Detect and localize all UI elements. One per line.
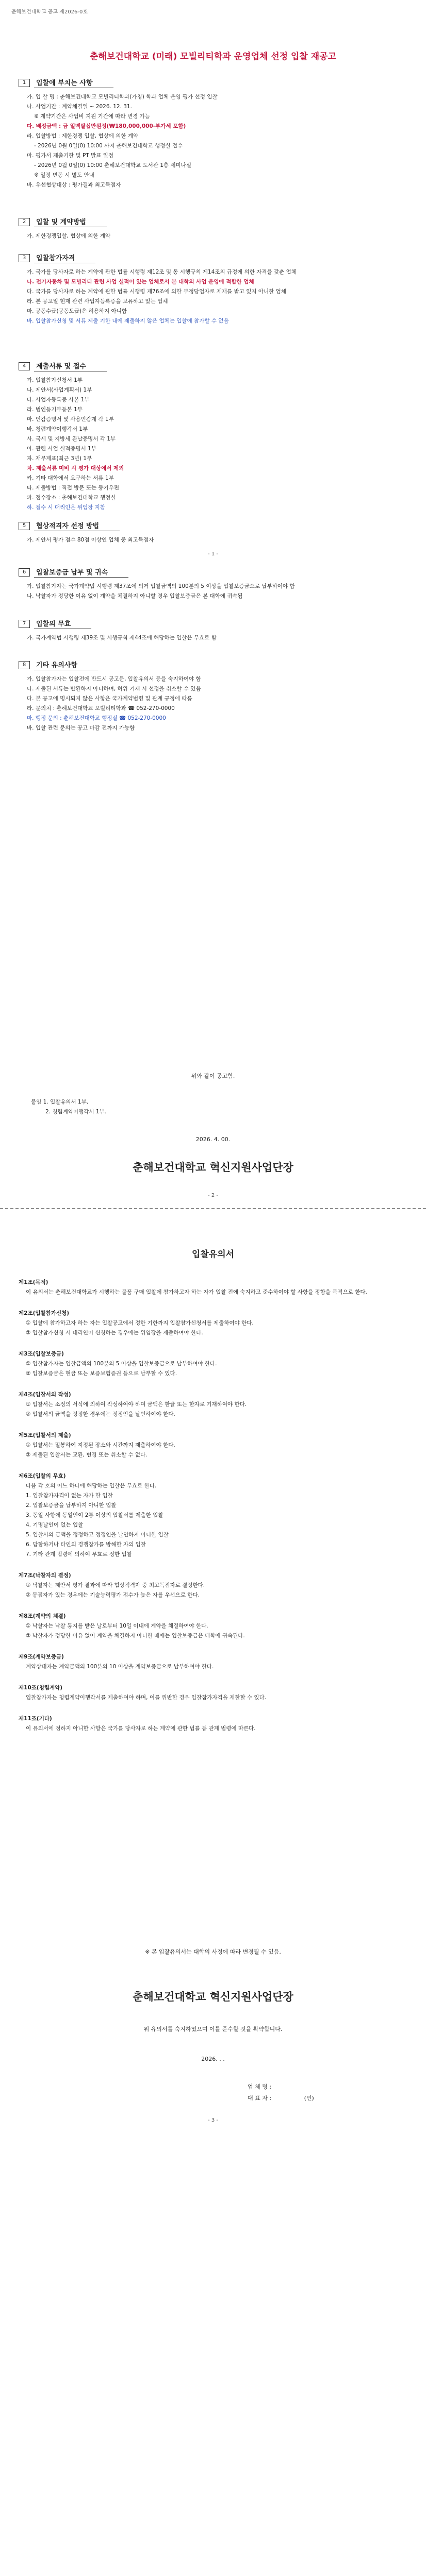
section-title: 입찰에 부치는 사항 <box>34 77 113 88</box>
article-heading: 제4조(입찰서의 작성) <box>19 1392 71 1398</box>
section-line: 나. 사업기간 : 계약체결일 ~ 2026. 12. 31. <box>27 104 132 110</box>
section-2 <box>19 216 411 241</box>
pledge-title: 입찰유의서 <box>191 1249 235 1260</box>
section-line: 나. 제안서(사업계획서) 1부 <box>27 387 92 393</box>
document-reference: 춘해보건대학교 공고 제2026-0호 <box>11 9 88 15</box>
section-line: ※ 일정 변동 시 별도 안내 <box>34 172 94 178</box>
section-7 <box>19 618 411 643</box>
page-divider <box>0 1208 426 1209</box>
section-line: 가. 제안서 평가 점수 80점 이상인 업체 중 최고득점자 <box>27 537 154 543</box>
article-heading: 제2조(입찰참가신청) <box>19 1310 70 1316</box>
section-line: 다. 본 공고에 명시되지 않은 사항은 국가계약법령 및 관계 규정에 따름 <box>27 696 192 702</box>
article-heading: 제11조(기타) <box>19 1716 52 1722</box>
section-line: 차. 제출서류 미비 시 평가 대상에서 제외 <box>27 465 124 471</box>
article <box>19 1571 411 1600</box>
attachment-item: 붙임 1. 입찰유의서 1부. <box>31 1099 89 1105</box>
article-heading: 제10조(청렴계약) <box>19 1685 63 1691</box>
section-4 <box>19 361 411 513</box>
article-heading: 제6조(입찰의 무효) <box>19 1473 66 1479</box>
section-heading <box>19 659 411 670</box>
article-line: 7. 기타 관계 법령에 의하여 무효로 정한 입찰 <box>26 1551 132 1557</box>
article <box>19 1309 411 1338</box>
section-line: 다. 배정금액 : 금 일백팔십만원정(₩180,000,000-부가세 포함) <box>27 123 186 129</box>
section-1 <box>19 77 411 190</box>
article-line: 3. 동일 사항에 동일인이 2통 이상의 입찰서를 제출한 입찰 <box>26 1512 163 1518</box>
section-number: 3 <box>19 254 30 262</box>
section-line: 자. 재무제표(최근 3년) 1부 <box>27 455 92 462</box>
page-number: - 3 - <box>208 2117 218 2123</box>
organization-name: 춘해보건대학교 혁신지원사업단장 <box>133 1161 293 1174</box>
section-line: 바. 청렴계약이행각서 1부 <box>27 426 88 432</box>
section-line: 라. 법인등기부등본 1부 <box>27 406 83 413</box>
section-line: 가. 입찰참가자는 국가계약법 시행령 제37조에 의거 입찰금액의 100분의 5 이상을 입찰보증금으로 납부하여야 함 <box>27 583 295 589</box>
article-line: ② 입찰참가신청 시 대리인이 신청하는 경우에는 위임장을 제출하여야 한다. <box>26 1330 203 1336</box>
section-line: 나. 제출된 서류는 반환하지 아니하며, 허위 기재 시 선정을 취소할 수 있음 <box>27 686 201 692</box>
page-number: - 1 - <box>208 551 218 557</box>
article <box>19 1471 411 1560</box>
pledge-articles <box>19 1278 411 1745</box>
section-line: 카. 기타 대학에서 요구하는 서류 1부 <box>27 475 114 481</box>
section-line: 나. 전기자동차 및 모빌리티 관련 사업 실적이 있는 업체로서 본 대학의 사업 운영에 적합한 업체 <box>27 279 254 285</box>
section-line: 라. 문의처 : 춘해보건대학교 모빌리티학과 ☎ 052-270-0000 <box>27 705 175 711</box>
section-heading <box>19 77 411 88</box>
article-line: ① 입찰서는 소정의 서식에 의하여 작성하여야 하며 금액은 한글 또는 한자로 기재하여야 한다. <box>26 1401 247 1408</box>
article <box>19 1683 411 1703</box>
section-line: 바. 우선협상대상 : 평가결과 최고득점자 <box>27 182 121 188</box>
article-line: ② 동점자가 있는 경우에는 기술능력평가 점수가 높은 자를 우선으로 한다. <box>26 1592 200 1598</box>
section-line: 하. 접수 시 대리인은 위임장 지참 <box>27 504 105 511</box>
section-5 <box>19 520 411 545</box>
article-line: 1. 입찰참가자격이 없는 자가 한 입찰 <box>26 1493 113 1499</box>
article-line: 이 유의서는 춘해보건대학교가 시행하는 물품 구매 입찰에 참가하고자 하는 자가 입찰 전에 숙지하고 준수하여야 할 사항을 정함을 목적으로 한다. <box>26 1289 367 1295</box>
article-heading: 제9조(계약보증금) <box>19 1654 64 1660</box>
article-line: 4. 기명날인이 없는 입찰 <box>26 1522 84 1528</box>
section-line: 가. 입찰참가자는 입찰전에 반드시 공고문, 입찰유의서 등을 숙지하여야 함 <box>27 676 201 682</box>
article-line: 계약상대자는 계약금액의 100분의 10 이상을 계약보증금으로 납부하여야 한다. <box>26 1664 214 1670</box>
article-line: ② 입찰서의 금액을 정정한 경우에는 정정인을 날인하여야 한다. <box>26 1411 175 1417</box>
pledge-statement: 위 유의서를 숙지하였으며 이를 준수할 것을 확약합니다. <box>143 2026 283 2032</box>
section-line: 바. 입찰참가신청 및 서류 제출 기한 내에 제출하지 않은 업체는 입찰에 참가할 수 없음 <box>27 318 229 324</box>
article-line: ① 낙찰자는 낙찰 통지를 받은 날로부터 10일 이내에 계약을 체결하여야 한다. <box>26 1623 208 1629</box>
section-line: 다. 사업자등록증 사본 1부 <box>27 397 90 403</box>
section-line: 마. 인감증명서 및 사용인감계 각 1부 <box>27 416 114 422</box>
article-line: ① 입찰에 참가하고자 하는 자는 입찰공고에서 정한 기한까지 입찰참가신청서를 제출하여야 한다. <box>26 1320 254 1326</box>
section-title: 제출서류 및 접수 <box>34 361 107 371</box>
article-line: ② 낙찰자가 정당한 이유 없이 계약을 체결하지 아니한 때에는 입찰보증금은 대학에 귀속된다. <box>26 1633 245 1639</box>
section-line: 타. 제출방법 : 직접 방문 또는 등기우편 <box>27 485 120 491</box>
section-line: 마. 평가서 제출기한 및 PT 발표 일정 <box>27 152 113 159</box>
section-title: 협상적격자 선정 방법 <box>34 520 120 531</box>
section-number: 2 <box>19 218 30 226</box>
section-number: 6 <box>19 568 30 577</box>
section-title: 입찰 및 계약방법 <box>34 216 107 227</box>
section-line: 나. 낙찰자가 정당한 이유 없이 계약을 체결하지 아니할 경우 입찰보증금은 본 대학에 귀속됨 <box>27 593 243 599</box>
section-title: 입찰의 무효 <box>34 618 91 629</box>
section-line: - 2026년 0월 0일(0) 10:00 춘해보건대학교 도서관 1층 세미나실 <box>34 162 191 168</box>
article <box>19 1349 411 1379</box>
article-line: ① 낙찰자는 제안서 평가 결과에 따라 협상적격자 중 최고득점자로 결정한다. <box>26 1582 205 1588</box>
section-title: 기타 유의사항 <box>34 659 98 670</box>
seal-mark: (인) <box>304 2095 314 2102</box>
section-title: 입찰보증금 납부 및 귀속 <box>34 567 128 578</box>
article <box>19 1278 411 1297</box>
section-line: 파. 접수장소 : 춘해보건대학교 행정실 <box>27 495 116 501</box>
article-line: ② 입찰보증금은 현금 또는 보증보험증권 등으로 납부할 수 있다. <box>26 1370 177 1377</box>
article-heading: 제8조(계약의 체결) <box>19 1613 66 1619</box>
announcement-closing: 위와 같이 공고함. <box>191 1073 235 1079</box>
company-name-field: 업 체 명 : <box>248 2083 272 2090</box>
article-line: 이 유의서에 정하지 아니한 사항은 국가를 당사자로 하는 계약에 관한 법률 등 관계 법령에 따른다. <box>26 1725 256 1732</box>
section-line: 라. 본 공고일 현재 관련 사업자등록증을 보유하고 있는 업체 <box>27 298 168 304</box>
section-title: 입찰참가자격 <box>34 252 95 263</box>
article <box>19 1612 411 1641</box>
article-line: 6. 담합하거나 타인의 경쟁참가를 방해한 자의 입찰 <box>26 1541 146 1548</box>
section-heading <box>19 520 411 531</box>
article <box>19 1390 411 1419</box>
attachment-item: 2. 청렴계약이행각서 1부. <box>45 1109 106 1115</box>
section-6 <box>19 567 411 601</box>
section-line: 마. 공동수급(공동도급)은 허용하지 아니함 <box>27 308 127 314</box>
attachments-list <box>31 1097 106 1117</box>
section-line: - 2026년 0월 0일(0) 10:00 까지 춘해보건대학교 행정실 접수 <box>34 143 183 149</box>
section-line: 사. 국세 및 지방세 완납증명서 각 1부 <box>27 436 116 442</box>
article <box>19 1714 411 1734</box>
page-number: - 2 - <box>208 1193 218 1198</box>
section-line: 다. 국가를 당사자로 하는 계약에 관한 법률 시행령 제76조에 의한 부정당업자로 제재를 받고 있지 아니한 업체 <box>27 289 286 295</box>
section-line: 가. 입찰참가신청서 1부 <box>27 377 83 383</box>
section-heading <box>19 361 411 371</box>
article-heading: 제5조(입찰서의 제출) <box>19 1432 71 1438</box>
article-heading: 제1조(목적) <box>19 1279 48 1285</box>
organization-name-2: 춘해보건대학교 혁신지원사업단장 <box>133 1991 293 2003</box>
section-line: ※ 계약기간은 사업비 지원 기간에 따라 변경 가능 <box>34 113 150 120</box>
article <box>19 1431 411 1460</box>
section-number: 5 <box>19 522 30 530</box>
section-heading <box>19 618 411 629</box>
section-number: 8 <box>19 661 30 669</box>
representative-field: 대 표 자 : (인) <box>248 2095 314 2102</box>
section-line: 가. 입 찰 명 : 춘해보건대학교 모빌리티학과(가칭) 학과 업체 운영 평가 선정 입찰 <box>27 94 218 100</box>
page-title: 춘해보건대학교 (미래) 모빌리티학과 운영업체 선정 입찰 재공고 <box>89 52 337 62</box>
article <box>19 1652 411 1672</box>
section-line: 가. 국가를 당사자로 하는 계약에 관한 법률 시행령 제12조 및 동 시행규칙 제14조의 규정에 의한 자격을 갖춘 업체 <box>27 269 297 275</box>
article-line: 2. 입찰보증금을 납부하지 아니한 입찰 <box>26 1502 117 1509</box>
section-8 <box>19 659 411 733</box>
pledge-note: ※ 본 입찰유의서는 대학의 사정에 따라 변경될 수 있음. <box>145 1948 281 1955</box>
section-number: 4 <box>19 362 30 370</box>
article-line: ② 제출된 입찰서는 교환, 변경 또는 취소할 수 없다. <box>26 1452 148 1458</box>
section-line: 마. 행정 문의 : 춘해보건대학교 행정실 ☎ 052-270-0000 <box>27 715 166 721</box>
section-heading <box>19 567 411 578</box>
section-line: 아. 관련 사업 실적증명서 1부 <box>27 446 96 452</box>
section-line: 가. 제한경쟁입찰, 협상에 의한 계약 <box>27 233 111 239</box>
section-line: 라. 입찰방법 : 제한경쟁 입찰, 협상에 의한 계약 <box>27 133 139 139</box>
article-line: 다음 각 호의 어느 하나에 해당하는 입찰은 무효로 한다. <box>26 1483 157 1489</box>
section-number: 7 <box>19 620 30 628</box>
article-line: ① 입찰서는 밀봉하여 지정된 장소와 시간까지 제출하여야 한다. <box>26 1442 175 1448</box>
section-line: 가. 국가계약법 시행령 제39조 및 시행규칙 제44조에 해당하는 입찰은 무효로 함 <box>27 635 217 641</box>
section-heading <box>19 252 411 263</box>
section-heading <box>19 216 411 227</box>
section-number: 1 <box>19 79 30 87</box>
article-line: ① 입찰참가자는 입찰금액의 100분의 5 이상을 입찰보증금으로 납부하여야 한다. <box>26 1361 217 1367</box>
announcement-date: 2026. 4. 00. <box>195 1136 231 1143</box>
signature-block <box>248 2081 314 2104</box>
article-line: 입찰참가자는 청렴계약이행각서를 제출하여야 하며, 이를 위반한 경우 입찰참가자격을 제한할 수 있다. <box>26 1694 267 1701</box>
pledge-date: 2026. . . <box>201 2056 225 2062</box>
article-heading: 제3조(입찰보증금) <box>19 1351 64 1357</box>
section-line: 바. 입찰 관련 문의는 공고 마감 전까지 가능함 <box>27 725 135 731</box>
article-heading: 제7조(낙찰자의 결정) <box>19 1572 71 1579</box>
article-line: 5. 입찰서의 금액을 정정하고 정정인을 날인하지 아니한 입찰 <box>26 1532 169 1538</box>
section-3 <box>19 252 411 326</box>
